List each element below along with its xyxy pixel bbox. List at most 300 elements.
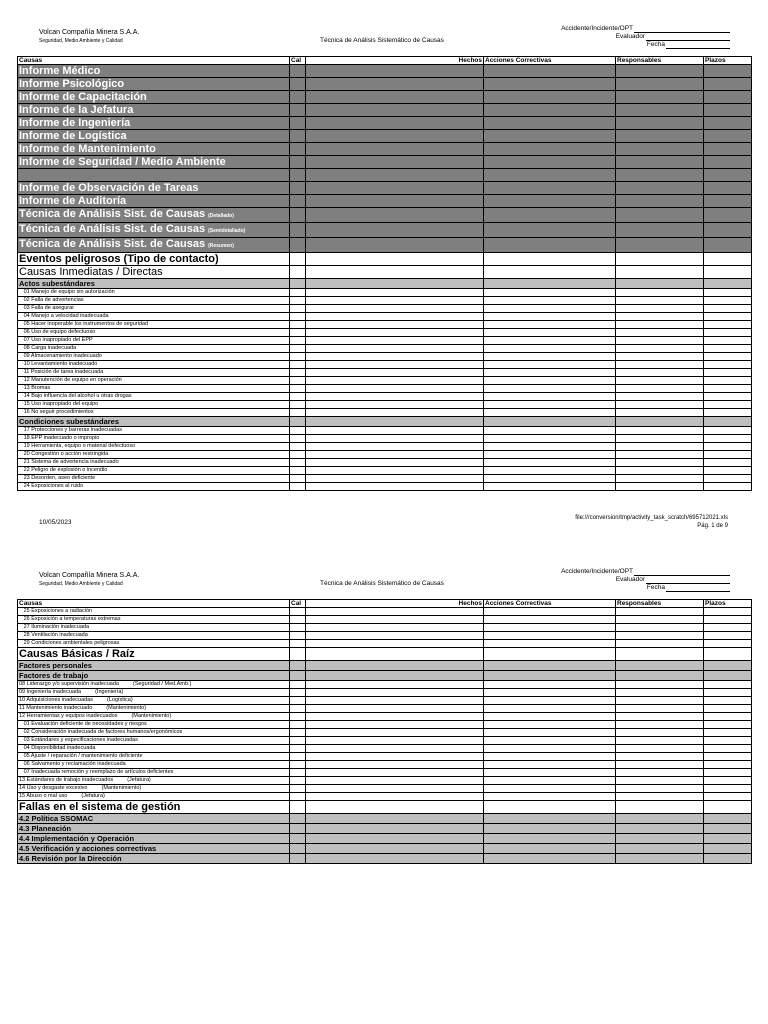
acciones-cell[interactable] [484, 169, 616, 182]
plazos-cell[interactable] [704, 435, 752, 443]
hechos-cell[interactable] [306, 91, 484, 104]
plazos-cell[interactable] [704, 401, 752, 409]
plazos-cell[interactable] [704, 624, 752, 632]
acciones-cell[interactable] [484, 616, 616, 624]
plazos-cell[interactable] [704, 844, 752, 854]
hechos-cell[interactable] [306, 156, 484, 169]
plazos-cell[interactable] [704, 104, 752, 117]
acciones-cell[interactable] [484, 459, 616, 467]
cal-cell[interactable] [290, 182, 306, 195]
responsables-cell[interactable] [616, 483, 704, 491]
hechos-cell[interactable] [306, 729, 484, 737]
responsables-cell[interactable] [616, 369, 704, 377]
plazos-cell[interactable] [704, 737, 752, 745]
acciones-cell[interactable] [484, 289, 616, 297]
cal-cell[interactable] [290, 369, 306, 377]
hechos-cell[interactable] [306, 705, 484, 713]
acciones-cell[interactable] [484, 467, 616, 475]
responsables-cell[interactable] [616, 834, 704, 844]
responsables-cell[interactable] [616, 745, 704, 753]
responsables-cell[interactable] [616, 65, 704, 78]
acciones-cell[interactable] [484, 417, 616, 427]
hechos-cell[interactable] [306, 208, 484, 223]
acciones-cell[interactable] [484, 769, 616, 777]
plazos-cell[interactable] [704, 417, 752, 427]
acciones-cell[interactable] [484, 409, 616, 417]
responsables-cell[interactable] [616, 345, 704, 353]
plazos-cell[interactable] [704, 793, 752, 801]
cal-cell[interactable] [290, 648, 306, 661]
plazos-cell[interactable] [704, 443, 752, 451]
plazos-cell[interactable] [704, 313, 752, 321]
hechos-cell[interactable] [306, 369, 484, 377]
responsables-cell[interactable] [616, 729, 704, 737]
responsables-cell[interactable] [616, 409, 704, 417]
hechos-cell[interactable] [306, 313, 484, 321]
responsables-cell[interactable] [616, 721, 704, 729]
plazos-cell[interactable] [704, 661, 752, 671]
cal-cell[interactable] [290, 608, 306, 616]
responsables-cell[interactable] [616, 777, 704, 785]
plazos-cell[interactable] [704, 297, 752, 305]
cal-cell[interactable] [290, 401, 306, 409]
acciones-cell[interactable] [484, 814, 616, 824]
acciones-cell[interactable] [484, 345, 616, 353]
acciones-cell[interactable] [484, 753, 616, 761]
responsables-cell[interactable] [616, 824, 704, 834]
plazos-cell[interactable] [704, 729, 752, 737]
acciones-cell[interactable] [484, 321, 616, 329]
cal-cell[interactable] [290, 353, 306, 361]
acciones-cell[interactable] [484, 156, 616, 169]
responsables-cell[interactable] [616, 737, 704, 745]
accident-field[interactable] [634, 568, 730, 576]
hechos-cell[interactable] [306, 689, 484, 697]
plazos-cell[interactable] [704, 459, 752, 467]
acciones-cell[interactable] [484, 223, 616, 238]
cal-cell[interactable] [290, 753, 306, 761]
hechos-cell[interactable] [306, 737, 484, 745]
responsables-cell[interactable] [616, 104, 704, 117]
cal-cell[interactable] [290, 313, 306, 321]
responsables-cell[interactable] [616, 289, 704, 297]
acciones-cell[interactable] [484, 353, 616, 361]
plazos-cell[interactable] [704, 689, 752, 697]
plazos-cell[interactable] [704, 238, 752, 253]
date-field[interactable] [666, 584, 730, 592]
responsables-cell[interactable] [616, 793, 704, 801]
plazos-cell[interactable] [704, 345, 752, 353]
hechos-cell[interactable] [306, 130, 484, 143]
hechos-cell[interactable] [306, 793, 484, 801]
acciones-cell[interactable] [484, 435, 616, 443]
cal-cell[interactable] [290, 169, 306, 182]
cal-cell[interactable] [290, 130, 306, 143]
responsables-cell[interactable] [616, 648, 704, 661]
acciones-cell[interactable] [484, 377, 616, 385]
acciones-cell[interactable] [484, 729, 616, 737]
cal-cell[interactable] [290, 640, 306, 648]
hechos-cell[interactable] [306, 681, 484, 689]
plazos-cell[interactable] [704, 761, 752, 769]
cal-cell[interactable] [290, 451, 306, 459]
hechos-cell[interactable] [306, 427, 484, 435]
responsables-cell[interactable] [616, 801, 704, 814]
plazos-cell[interactable] [704, 329, 752, 337]
plazos-cell[interactable] [704, 223, 752, 238]
cal-cell[interactable] [290, 223, 306, 238]
responsables-cell[interactable] [616, 705, 704, 713]
acciones-cell[interactable] [484, 801, 616, 814]
acciones-cell[interactable] [484, 451, 616, 459]
hechos-cell[interactable] [306, 266, 484, 279]
cal-cell[interactable] [290, 632, 306, 640]
plazos-cell[interactable] [704, 801, 752, 814]
cal-cell[interactable] [290, 78, 306, 91]
hechos-cell[interactable] [306, 345, 484, 353]
acciones-cell[interactable] [484, 104, 616, 117]
acciones-cell[interactable] [484, 745, 616, 753]
cal-cell[interactable] [290, 361, 306, 369]
cal-cell[interactable] [290, 844, 306, 854]
responsables-cell[interactable] [616, 443, 704, 451]
cal-cell[interactable] [290, 721, 306, 729]
cal-cell[interactable] [290, 681, 306, 689]
responsables-cell[interactable] [616, 353, 704, 361]
cal-cell[interactable] [290, 745, 306, 753]
responsables-cell[interactable] [616, 624, 704, 632]
hechos-cell[interactable] [306, 753, 484, 761]
hechos-cell[interactable] [306, 814, 484, 824]
plazos-cell[interactable] [704, 385, 752, 393]
responsables-cell[interactable] [616, 761, 704, 769]
hechos-cell[interactable] [306, 616, 484, 624]
plazos-cell[interactable] [704, 65, 752, 78]
cal-cell[interactable] [290, 427, 306, 435]
cal-cell[interactable] [290, 785, 306, 793]
acciones-cell[interactable] [484, 713, 616, 721]
hechos-cell[interactable] [306, 182, 484, 195]
hechos-cell[interactable] [306, 238, 484, 253]
hechos-cell[interactable] [306, 721, 484, 729]
acciones-cell[interactable] [484, 483, 616, 491]
plazos-cell[interactable] [704, 377, 752, 385]
plazos-cell[interactable] [704, 671, 752, 681]
cal-cell[interactable] [290, 297, 306, 305]
plazos-cell[interactable] [704, 834, 752, 844]
plazos-cell[interactable] [704, 705, 752, 713]
cal-cell[interactable] [290, 801, 306, 814]
cal-cell[interactable] [290, 854, 306, 864]
responsables-cell[interactable] [616, 297, 704, 305]
responsables-cell[interactable] [616, 223, 704, 238]
hechos-cell[interactable] [306, 467, 484, 475]
hechos-cell[interactable] [306, 834, 484, 844]
hechos-cell[interactable] [306, 824, 484, 834]
acciones-cell[interactable] [484, 681, 616, 689]
cal-cell[interactable] [290, 117, 306, 130]
responsables-cell[interactable] [616, 608, 704, 616]
hechos-cell[interactable] [306, 393, 484, 401]
responsables-cell[interactable] [616, 661, 704, 671]
acciones-cell[interactable] [484, 279, 616, 289]
hechos-cell[interactable] [306, 697, 484, 705]
acciones-cell[interactable] [484, 793, 616, 801]
acciones-cell[interactable] [484, 648, 616, 661]
cal-cell[interactable] [290, 616, 306, 624]
hechos-cell[interactable] [306, 321, 484, 329]
acciones-cell[interactable] [484, 844, 616, 854]
acciones-cell[interactable] [484, 329, 616, 337]
responsables-cell[interactable] [616, 385, 704, 393]
hechos-cell[interactable] [306, 401, 484, 409]
hechos-cell[interactable] [306, 329, 484, 337]
hechos-cell[interactable] [306, 713, 484, 721]
evaluator-field[interactable] [646, 576, 730, 584]
acciones-cell[interactable] [484, 854, 616, 864]
acciones-cell[interactable] [484, 785, 616, 793]
hechos-cell[interactable] [306, 483, 484, 491]
hechos-cell[interactable] [306, 279, 484, 289]
responsables-cell[interactable] [616, 169, 704, 182]
acciones-cell[interactable] [484, 824, 616, 834]
responsables-cell[interactable] [616, 435, 704, 443]
plazos-cell[interactable] [704, 156, 752, 169]
acciones-cell[interactable] [484, 475, 616, 483]
cal-cell[interactable] [290, 737, 306, 745]
plazos-cell[interactable] [704, 745, 752, 753]
plazos-cell[interactable] [704, 608, 752, 616]
responsables-cell[interactable] [616, 117, 704, 130]
hechos-cell[interactable] [306, 671, 484, 681]
responsables-cell[interactable] [616, 182, 704, 195]
acciones-cell[interactable] [484, 253, 616, 266]
hechos-cell[interactable] [306, 435, 484, 443]
cal-cell[interactable] [290, 697, 306, 705]
cal-cell[interactable] [290, 409, 306, 417]
responsables-cell[interactable] [616, 616, 704, 624]
cal-cell[interactable] [290, 793, 306, 801]
hechos-cell[interactable] [306, 844, 484, 854]
plazos-cell[interactable] [704, 369, 752, 377]
plazos-cell[interactable] [704, 721, 752, 729]
acciones-cell[interactable] [484, 689, 616, 697]
plazos-cell[interactable] [704, 753, 752, 761]
acciones-cell[interactable] [484, 737, 616, 745]
cal-cell[interactable] [290, 289, 306, 297]
responsables-cell[interactable] [616, 313, 704, 321]
hechos-cell[interactable] [306, 648, 484, 661]
hechos-cell[interactable] [306, 169, 484, 182]
hechos-cell[interactable] [306, 377, 484, 385]
responsables-cell[interactable] [616, 632, 704, 640]
responsables-cell[interactable] [616, 854, 704, 864]
acciones-cell[interactable] [484, 697, 616, 705]
responsables-cell[interactable] [616, 475, 704, 483]
cal-cell[interactable] [290, 238, 306, 253]
plazos-cell[interactable] [704, 208, 752, 223]
plazos-cell[interactable] [704, 632, 752, 640]
hechos-cell[interactable] [306, 443, 484, 451]
responsables-cell[interactable] [616, 640, 704, 648]
hechos-cell[interactable] [306, 353, 484, 361]
hechos-cell[interactable] [306, 854, 484, 864]
acciones-cell[interactable] [484, 385, 616, 393]
hechos-cell[interactable] [306, 117, 484, 130]
acciones-cell[interactable] [484, 443, 616, 451]
responsables-cell[interactable] [616, 844, 704, 854]
cal-cell[interactable] [290, 729, 306, 737]
responsables-cell[interactable] [616, 401, 704, 409]
responsables-cell[interactable] [616, 785, 704, 793]
hechos-cell[interactable] [306, 475, 484, 483]
hechos-cell[interactable] [306, 632, 484, 640]
plazos-cell[interactable] [704, 854, 752, 864]
cal-cell[interactable] [290, 814, 306, 824]
plazos-cell[interactable] [704, 475, 752, 483]
acciones-cell[interactable] [484, 761, 616, 769]
cal-cell[interactable] [290, 467, 306, 475]
hechos-cell[interactable] [306, 65, 484, 78]
cal-cell[interactable] [290, 279, 306, 289]
acciones-cell[interactable] [484, 369, 616, 377]
acciones-cell[interactable] [484, 266, 616, 279]
cal-cell[interactable] [290, 624, 306, 632]
acciones-cell[interactable] [484, 427, 616, 435]
plazos-cell[interactable] [704, 777, 752, 785]
responsables-cell[interactable] [616, 753, 704, 761]
cal-cell[interactable] [290, 443, 306, 451]
plazos-cell[interactable] [704, 195, 752, 208]
acciones-cell[interactable] [484, 297, 616, 305]
plazos-cell[interactable] [704, 697, 752, 705]
responsables-cell[interactable] [616, 78, 704, 91]
cal-cell[interactable] [290, 195, 306, 208]
hechos-cell[interactable] [306, 297, 484, 305]
plazos-cell[interactable] [704, 266, 752, 279]
hechos-cell[interactable] [306, 305, 484, 313]
hechos-cell[interactable] [306, 640, 484, 648]
cal-cell[interactable] [290, 705, 306, 713]
responsables-cell[interactable] [616, 393, 704, 401]
acciones-cell[interactable] [484, 208, 616, 223]
hechos-cell[interactable] [306, 661, 484, 671]
responsables-cell[interactable] [616, 769, 704, 777]
responsables-cell[interactable] [616, 143, 704, 156]
plazos-cell[interactable] [704, 361, 752, 369]
cal-cell[interactable] [290, 104, 306, 117]
plazos-cell[interactable] [704, 91, 752, 104]
cal-cell[interactable] [290, 321, 306, 329]
acciones-cell[interactable] [484, 608, 616, 616]
plazos-cell[interactable] [704, 337, 752, 345]
cal-cell[interactable] [290, 156, 306, 169]
plazos-cell[interactable] [704, 117, 752, 130]
plazos-cell[interactable] [704, 130, 752, 143]
responsables-cell[interactable] [616, 156, 704, 169]
cal-cell[interactable] [290, 459, 306, 467]
hechos-cell[interactable] [306, 801, 484, 814]
hechos-cell[interactable] [306, 608, 484, 616]
acciones-cell[interactable] [484, 393, 616, 401]
acciones-cell[interactable] [484, 624, 616, 632]
hechos-cell[interactable] [306, 417, 484, 427]
acciones-cell[interactable] [484, 182, 616, 195]
plazos-cell[interactable] [704, 78, 752, 91]
responsables-cell[interactable] [616, 91, 704, 104]
responsables-cell[interactable] [616, 377, 704, 385]
hechos-cell[interactable] [306, 451, 484, 459]
responsables-cell[interactable] [616, 451, 704, 459]
cal-cell[interactable] [290, 377, 306, 385]
acciones-cell[interactable] [484, 705, 616, 713]
plazos-cell[interactable] [704, 648, 752, 661]
hechos-cell[interactable] [306, 785, 484, 793]
cal-cell[interactable] [290, 337, 306, 345]
plazos-cell[interactable] [704, 681, 752, 689]
acciones-cell[interactable] [484, 661, 616, 671]
plazos-cell[interactable] [704, 427, 752, 435]
acciones-cell[interactable] [484, 337, 616, 345]
cal-cell[interactable] [290, 417, 306, 427]
plazos-cell[interactable] [704, 143, 752, 156]
responsables-cell[interactable] [616, 266, 704, 279]
hechos-cell[interactable] [306, 78, 484, 91]
responsables-cell[interactable] [616, 459, 704, 467]
responsables-cell[interactable] [616, 321, 704, 329]
plazos-cell[interactable] [704, 713, 752, 721]
acciones-cell[interactable] [484, 305, 616, 313]
cal-cell[interactable] [290, 91, 306, 104]
responsables-cell[interactable] [616, 279, 704, 289]
cal-cell[interactable] [290, 385, 306, 393]
hechos-cell[interactable] [306, 624, 484, 632]
cal-cell[interactable] [290, 329, 306, 337]
plazos-cell[interactable] [704, 616, 752, 624]
acciones-cell[interactable] [484, 130, 616, 143]
responsables-cell[interactable] [616, 238, 704, 253]
plazos-cell[interactable] [704, 769, 752, 777]
cal-cell[interactable] [290, 769, 306, 777]
acciones-cell[interactable] [484, 143, 616, 156]
acciones-cell[interactable] [484, 78, 616, 91]
cal-cell[interactable] [290, 65, 306, 78]
acciones-cell[interactable] [484, 117, 616, 130]
plazos-cell[interactable] [704, 169, 752, 182]
acciones-cell[interactable] [484, 195, 616, 208]
cal-cell[interactable] [290, 483, 306, 491]
responsables-cell[interactable] [616, 195, 704, 208]
plazos-cell[interactable] [704, 321, 752, 329]
cal-cell[interactable] [290, 661, 306, 671]
plazos-cell[interactable] [704, 409, 752, 417]
hechos-cell[interactable] [306, 104, 484, 117]
responsables-cell[interactable] [616, 713, 704, 721]
responsables-cell[interactable] [616, 305, 704, 313]
responsables-cell[interactable] [616, 253, 704, 266]
acciones-cell[interactable] [484, 361, 616, 369]
hechos-cell[interactable] [306, 195, 484, 208]
responsables-cell[interactable] [616, 417, 704, 427]
hechos-cell[interactable] [306, 409, 484, 417]
responsables-cell[interactable] [616, 130, 704, 143]
hechos-cell[interactable] [306, 459, 484, 467]
hechos-cell[interactable] [306, 223, 484, 238]
plazos-cell[interactable] [704, 640, 752, 648]
responsables-cell[interactable] [616, 671, 704, 681]
hechos-cell[interactable] [306, 385, 484, 393]
responsables-cell[interactable] [616, 427, 704, 435]
